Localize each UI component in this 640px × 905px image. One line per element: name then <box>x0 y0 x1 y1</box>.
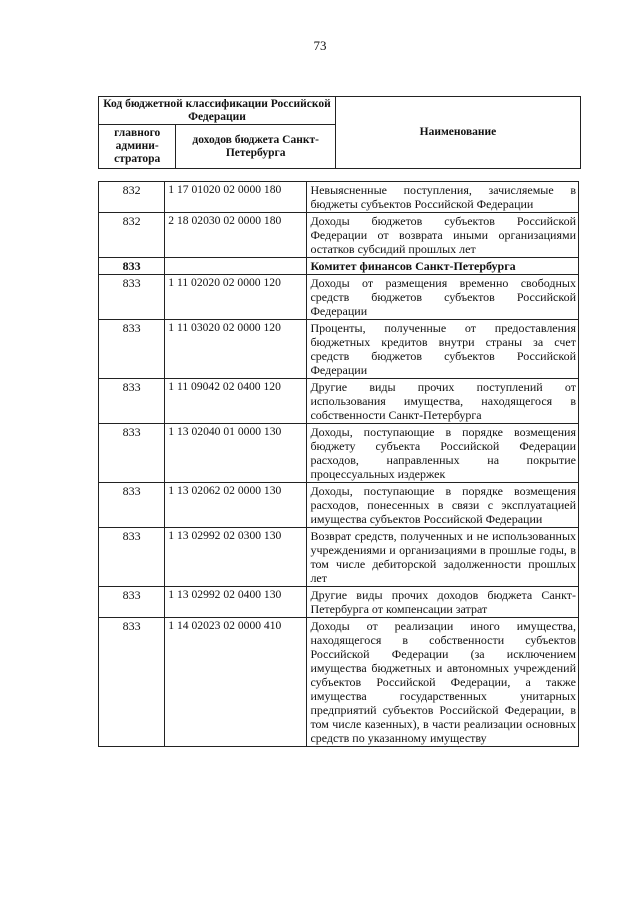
name-cell: Доходы от размещения временно свободных средств бюджетов субъектов Российской Федерации <box>307 275 579 320</box>
table-header <box>98 96 581 169</box>
name-cell: Другие виды прочих поступлений от использования имущества, находящегося в собственности Санкт-Петербурга <box>307 379 579 424</box>
header-code-group: Код бюджетной классификации Российской Федерации <box>99 97 336 125</box>
table-row <box>99 528 579 587</box>
revenue-code-cell: 1 11 03020 02 0000 120 <box>165 320 307 379</box>
revenue-code-cell: 1 13 02040 01 0000 130 <box>165 424 307 483</box>
header-admin-column: главного админи-стратора <box>99 125 176 169</box>
admin-code-cell: 833 <box>99 320 165 379</box>
table-row <box>99 587 579 618</box>
revenue-code-cell: 1 14 02023 02 0000 410 <box>165 618 307 747</box>
revenue-code-cell: 1 11 09042 02 0400 120 <box>165 379 307 424</box>
page-number: 73 <box>313 38 327 53</box>
admin-code-cell: 833 <box>99 528 165 587</box>
table-body <box>99 182 579 747</box>
name-cell: Другие виды прочих доходов бюджета Санкт-Петербурга от компенсации затрат <box>307 587 579 618</box>
revenue-code-cell: 1 17 01020 02 0000 180 <box>165 182 307 213</box>
table-row <box>99 424 579 483</box>
header-revenue-column: доходов бюджета Санкт-Петербурга <box>176 125 336 169</box>
name-cell: Доходы, поступающие в порядке возмещения расходов, понесенных в связи с эксплуатацией имущества субъектов Российской Федерации <box>307 483 579 528</box>
admin-code-cell: 833 <box>99 587 165 618</box>
table-row <box>99 379 579 424</box>
name-cell: Комитет финансов Санкт-Петербурга <box>307 258 579 275</box>
name-cell: Возврат средств, полученных и не использованных учреждениями и организациями в прошлые годы, в том числе дебиторской задолженности прошлых лет <box>307 528 579 587</box>
admin-code-cell: 833 <box>99 618 165 747</box>
revenue-code-cell: 1 11 02020 02 0000 120 <box>165 275 307 320</box>
table-row <box>99 275 579 320</box>
name-cell: Доходы бюджетов субъектов Российской Федерации от возврата иными организациями остатков субсидий прошлых лет <box>307 213 579 258</box>
header-name-column: Наименование <box>335 97 580 169</box>
revenue-code-cell: 1 13 02992 02 0300 130 <box>165 528 307 587</box>
budget-table <box>98 181 579 747</box>
name-cell: Невыясненные поступления, зачисляемые в бюджеты субъектов Российской Федерации <box>307 182 579 213</box>
revenue-code-cell: 1 13 02062 02 0000 130 <box>165 483 307 528</box>
name-cell: Доходы от реализации иного имущества, находящегося в собственности субъектов Российской Федерации (за исключением имущества бюджетных и автономных учреждений субъектов Российской Федерации, а также имущества государственных унитарных предприятий субъектов Российской Федерации, в том числе казенных), в части реализации основных средств по указанному имуществу <box>307 618 579 747</box>
admin-code-cell: 833 <box>99 275 165 320</box>
table-row <box>99 213 579 258</box>
table-row <box>99 483 579 528</box>
admin-code-cell: 833 <box>99 483 165 528</box>
revenue-code-cell: 1 13 02992 02 0400 130 <box>165 587 307 618</box>
table-row <box>99 618 579 747</box>
table-row <box>99 182 579 213</box>
name-cell: Проценты, полученные от предоставления бюджетных кредитов внутри страны за счет средств бюджетов субъектов Российской Федерации <box>307 320 579 379</box>
admin-code-cell: 833 <box>99 379 165 424</box>
admin-code-cell: 832 <box>99 213 165 258</box>
table-row <box>99 258 579 275</box>
revenue-code-cell <box>165 258 307 275</box>
admin-code-cell: 833 <box>99 424 165 483</box>
admin-code-cell: 833 <box>99 258 165 275</box>
revenue-code-cell: 2 18 02030 02 0000 180 <box>165 213 307 258</box>
table-row <box>99 320 579 379</box>
admin-code-cell: 832 <box>99 182 165 213</box>
name-cell: Доходы, поступающие в порядке возмещения бюджету субъекта Российской Федерации расходов, направленных на покрытие процессуальных издержек <box>307 424 579 483</box>
